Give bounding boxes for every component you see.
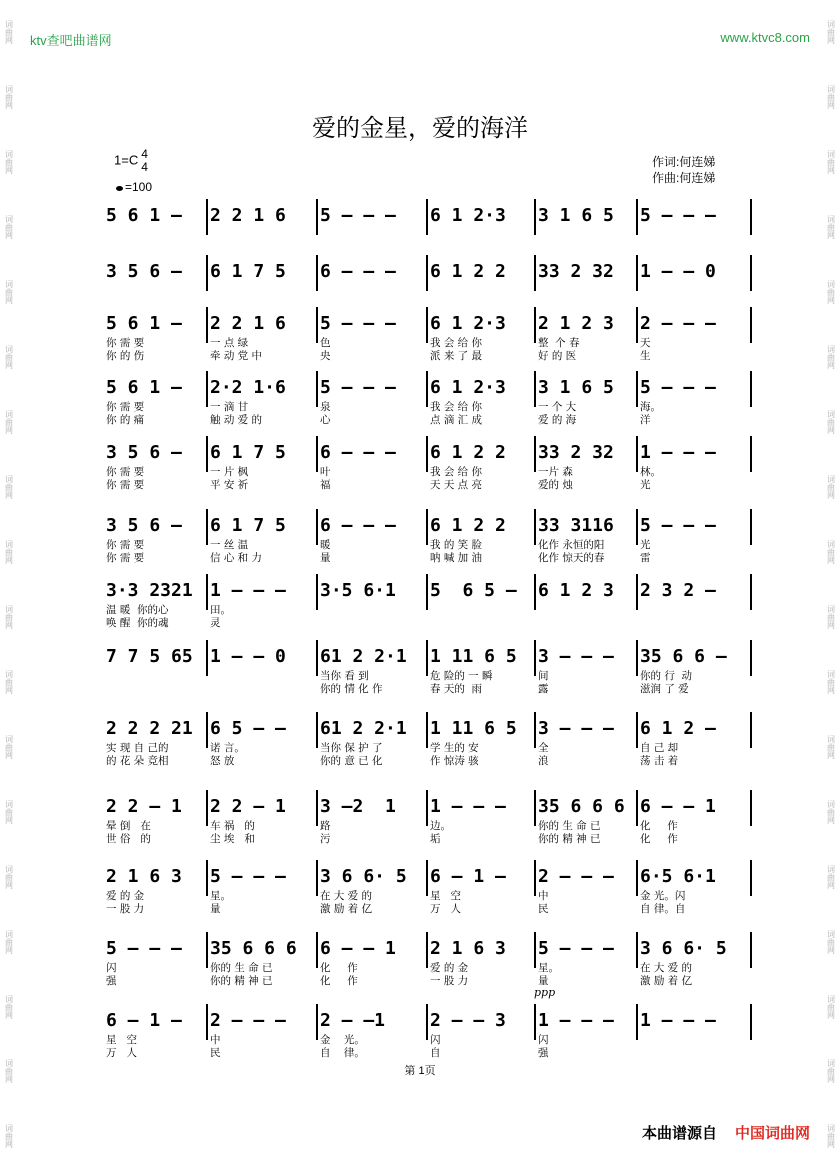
lyric-segment: 一 丝 温 (210, 539, 249, 551)
lyric-segment: 你的 精 神 已 (210, 975, 273, 987)
measure: 2 2 2 21 (106, 718, 193, 739)
site-header-right[interactable]: www.ktvc8.com (720, 30, 810, 45)
measure: 5 – – – (640, 377, 716, 398)
measure: 5 6 1 – (106, 377, 182, 398)
measure: 6 – 1 – (430, 866, 506, 887)
lyric-segment: 生 (640, 350, 651, 362)
measure: 3·3 2321 (106, 580, 193, 601)
lyricist-credit: 作词:何连娣 (652, 155, 716, 169)
bar-line (750, 199, 752, 235)
lyric-line (106, 399, 754, 412)
measure: 5 – – – (106, 938, 182, 959)
lyric-segment: 量 (538, 975, 549, 987)
score-row (106, 938, 754, 986)
measure: 5 – – – (320, 377, 396, 398)
measure: 5 – – – (210, 866, 286, 887)
bar-line (636, 199, 638, 235)
measure: 2 1 6 3 (106, 866, 182, 887)
measure: 1 – – – (640, 1010, 716, 1031)
melody-line (106, 1010, 754, 1032)
measure: 1 – – – (640, 442, 716, 463)
lyric-segment: 全 (538, 742, 549, 754)
measure: 1 – – – (430, 796, 506, 817)
lyric-segment: 激 励 着 亿 (640, 975, 693, 987)
melody-line (106, 718, 754, 740)
lyric-segment: 民 (538, 903, 549, 915)
lyric-segment: 你的 意 已 化 (320, 755, 383, 767)
lyric-line (106, 1032, 754, 1045)
measure: 2 – – – (640, 313, 716, 334)
lyric-line (106, 973, 754, 986)
lyric-line (106, 901, 754, 914)
measure: 6 5 – – (210, 718, 286, 739)
bar-line (206, 255, 208, 291)
lyric-segment: 你 需 要 (106, 539, 145, 551)
lyric-segment: 整 个 春 (538, 337, 580, 349)
lyric-segment: 天 (640, 337, 651, 349)
score-row (106, 646, 754, 694)
lyric-segment: 呐 喊 加 油 (430, 552, 483, 564)
lyric-segment: 我 会 给 你 (430, 466, 483, 478)
measure: 5 – – – (320, 313, 396, 334)
lyric-segment: 叶 (320, 466, 331, 478)
melody-line (106, 580, 754, 602)
measure: 6 1 2 2 (430, 261, 506, 282)
lyric-segment: 爱的 烛 (538, 479, 573, 491)
lyric-segment: 牵 动 党 中 (210, 350, 263, 362)
lyric-segment: 海。 (640, 401, 661, 413)
measure: 7 7 5 65 (106, 646, 193, 667)
measure: 6 1 7 5 (210, 442, 286, 463)
measure: 6 – – – (320, 515, 396, 536)
key-signature (114, 148, 148, 174)
measure: 6 1 7 5 (210, 515, 286, 536)
site-header-left[interactable]: ktv查吧曲谱网 (30, 33, 112, 48)
measure: 6·5 6·1 (640, 866, 716, 887)
page-number: 第 1页 (404, 1065, 436, 1077)
lyric-line (106, 477, 754, 490)
melody-line (106, 313, 754, 335)
measure: 6 1 2·3 (430, 205, 506, 226)
lyric-segment: 自 律。 (320, 1047, 365, 1059)
lyric-segment: 一 片 枫 (210, 466, 249, 478)
dynamic-mark: ppp (534, 986, 556, 999)
song-title: 爱的金星，爱的海洋 (312, 114, 528, 142)
measure: 1 – – – (210, 580, 286, 601)
measure: 33 2 32 (538, 261, 614, 282)
score-row (106, 866, 754, 914)
measure: 33 2 32 (538, 442, 614, 463)
lyric-segment: 你的 行 动 (640, 670, 693, 682)
lyric-segment: 量 (210, 903, 221, 915)
footer-source: 本曲谱源自 中国词曲网 (641, 1125, 810, 1142)
lyric-segment: 暖 (320, 539, 331, 551)
lyric-segment: 雷 (640, 552, 651, 564)
lyric-segment: 派 来 了 最 (430, 350, 483, 362)
lyric-segment: 化作 惊天的春 (538, 552, 605, 564)
lyric-segment: 化 作 (640, 820, 678, 832)
melody-line (106, 646, 754, 668)
lyric-segment: 你 需 要 (106, 479, 145, 491)
lyric-segment: 怒 放 (210, 755, 235, 767)
measure: 2 – – – (210, 1010, 286, 1031)
composer-credit: 作曲:何连娣 (652, 171, 716, 185)
lyric-segment: 的 花 朵 竞相 (106, 755, 169, 767)
measure: 6 1 2 2 (430, 515, 506, 536)
lyric-segment: 天 天 点 亮 (430, 479, 483, 491)
right-watermark-strip: 词曲网 词曲网 词曲网 词曲网 词曲网 词曲网 词曲网 词曲网 词曲网 词曲网 词曲网 词曲网 词曲网 词曲网 词曲网 词曲网 词曲网 词曲网 (826, 20, 836, 1149)
lyric-segment: 触 动 爱 的 (210, 414, 263, 426)
lyric-segment: 我 会 给 你 (430, 401, 483, 413)
time-signature: 4 4 (141, 147, 148, 174)
lyric-segment: 浪 (538, 755, 549, 767)
lyric-segment: 星 空 (106, 1034, 138, 1046)
measure: 2 1 2 3 (538, 313, 614, 334)
lyric-line (106, 668, 754, 681)
measure: 33 3116 (538, 515, 614, 536)
measure: 2 2 1 6 (210, 313, 286, 334)
lyric-segment: 激 励 着 亿 (320, 903, 373, 915)
measure: 6 1 2 2 (430, 442, 506, 463)
measure: 6 1 2 3 (538, 580, 614, 601)
measure: 6 – – 1 (320, 938, 396, 959)
lyric-segment: 世 俗 的 (106, 833, 151, 845)
lyric-segment: 平 安 祈 (210, 479, 249, 491)
lyric-segment: 间 (538, 670, 549, 682)
lyric-segment: 金 光。 (320, 1034, 365, 1046)
measure: 3 1 6 5 (538, 377, 614, 398)
bar-line (316, 199, 318, 235)
lyric-line (106, 602, 754, 615)
measure: 3 – – – (538, 718, 614, 739)
melody-line (106, 442, 754, 464)
measure: 5 6 5 – (430, 580, 517, 601)
score-row (106, 261, 754, 283)
lyric-segment: 我 的 笑 脸 (430, 539, 483, 551)
lyric-segment: 化 作 (320, 962, 358, 974)
lyric-segment: 央 (320, 350, 331, 362)
measure: 3·5 6·1 (320, 580, 396, 601)
score-row (106, 580, 754, 628)
lyric-segment: 闪 (430, 1034, 441, 1046)
lyric-line (106, 550, 754, 563)
lyric-segment: 一 股 力 (430, 975, 469, 987)
measure: 1 11 6 5 (430, 718, 517, 739)
lyric-line (106, 335, 754, 348)
lyric-segment: 你 需 要 (106, 552, 145, 564)
lyric-segment: 污 (320, 833, 331, 845)
measure: 35 6 6 6 (210, 938, 297, 959)
lyric-segment: 我 会 给 你 (430, 337, 483, 349)
measure: 3 – – – (538, 646, 614, 667)
melody-line (106, 205, 754, 227)
measure: 2·2 1·6 (210, 377, 286, 398)
lyric-segment: 田。 (210, 604, 231, 616)
lyric-segment: 好 的 医 (538, 350, 577, 362)
bar-line (426, 199, 428, 235)
lyric-segment: 你的 生 命 已 (538, 820, 601, 832)
lyric-segment: 你的 精 神 已 (538, 833, 601, 845)
lyric-segment: 实 现 自 己的 (106, 742, 169, 754)
measure: 61 2 2·1 (320, 646, 407, 667)
bar-line (534, 199, 536, 235)
lyric-segment: 闪 (538, 1034, 549, 1046)
measure: 3 6 6· 5 (640, 938, 727, 959)
score-row (106, 515, 754, 563)
bar-line (636, 255, 638, 291)
lyric-segment: 一 股 力 (106, 903, 145, 915)
lyric-segment: 万 人 (106, 1047, 138, 1059)
lyric-line (106, 348, 754, 361)
measure: 6 1 2·3 (430, 377, 506, 398)
measure: 2 2 – 1 (210, 796, 286, 817)
lyric-segment: 诺 言。 (210, 742, 245, 754)
lyric-segment: 爱 的 海 (538, 414, 577, 426)
measure: 5 – – – (538, 938, 614, 959)
lyric-segment: 自 (430, 1047, 441, 1059)
lyric-segment: 化 作 (320, 975, 358, 987)
lyric-segment: 星。 (210, 890, 231, 902)
lyric-segment: 洋 (640, 414, 651, 426)
lyric-segment: 你的 情 化 作 (320, 683, 383, 695)
melody-line (106, 515, 754, 537)
measure: 6 – – 1 (640, 796, 716, 817)
lyric-segment: 在 大 爱 的 (640, 962, 693, 974)
lyric-segment: 荡 击 着 (640, 755, 679, 767)
bar-line (206, 199, 208, 235)
lyric-segment: 路 (320, 820, 331, 832)
lyric-segment: 化作 永恒的阳 (538, 539, 605, 551)
measure: 2 – – – (538, 866, 614, 887)
measure: 1 11 6 5 (430, 646, 517, 667)
measure: 3 5 6 – (106, 261, 182, 282)
lyric-segment: 滋润 了 爱 (640, 683, 689, 695)
lyric-segment: 光 (640, 539, 651, 551)
lyric-segment: 你 需 要 (106, 337, 145, 349)
score-row (106, 377, 754, 425)
left-watermark-strip: 词曲网 词曲网 词曲网 词曲网 词曲网 词曲网 词曲网 词曲网 词曲网 词曲网 词曲网 词曲网 词曲网 词曲网 词曲网 词曲网 词曲网 词曲网 (4, 20, 14, 1149)
lyric-segment: 危 险的 一 瞬 (430, 670, 493, 682)
lyric-segment: 点 滴 汇 成 (430, 414, 483, 426)
lyric-segment: 你的 生 命 已 (210, 962, 273, 974)
measure: 5 – – – (320, 205, 396, 226)
lyric-segment: 车 祸 的 (210, 820, 255, 832)
measure: 6 1 7 5 (210, 261, 286, 282)
score-row (106, 1010, 754, 1058)
lyric-segment: 自 己 却 (640, 742, 679, 754)
lyric-segment: 万 人 (430, 903, 462, 915)
lyric-segment: 垢 (430, 833, 441, 845)
bar-line (316, 255, 318, 291)
lyric-segment: 尘 埃 和 (210, 833, 255, 845)
lyric-line (106, 464, 754, 477)
score-row (106, 718, 754, 766)
lyric-line (106, 681, 754, 694)
lyric-segment: 一 滴 甘 (210, 401, 249, 413)
lyric-segment: 一 点 绿 (210, 337, 249, 349)
measure: 6 1 2·3 (430, 313, 506, 334)
lyric-segment: 灵 (210, 617, 221, 629)
tempo-marking: =100 (116, 180, 152, 194)
measure: 35 6 6 6 (538, 796, 625, 817)
measure: 6 – – – (320, 442, 396, 463)
lyric-segment: 爱 的 金 (430, 962, 469, 974)
measure: 3 5 6 – (106, 515, 182, 536)
lyric-segment: 心 (320, 414, 331, 426)
measure: 6 – – – (320, 261, 396, 282)
melody-line (106, 796, 754, 818)
lyric-segment: 星。 (538, 962, 559, 974)
lyric-line (106, 1045, 754, 1058)
lyric-segment: 光 (640, 479, 651, 491)
lyric-segment: 化 作 (640, 833, 678, 845)
lyric-segment: 林。 (640, 466, 661, 478)
lyric-segment: 温 暖 你的心 (106, 604, 169, 616)
lyric-line (106, 831, 754, 844)
key-tonic: 1=C (114, 152, 139, 168)
lyric-segment: 唤 醒 你的魂 (106, 617, 169, 629)
lyric-segment: 星 空 (430, 890, 462, 902)
measure: 35 6 6 – (640, 646, 727, 667)
lyric-segment: 在 大 爱 的 (320, 890, 373, 902)
lyric-segment: 福 (320, 479, 331, 491)
melody-line (106, 938, 754, 960)
melody-line (106, 261, 754, 283)
lyric-segment: 当你 保 护 了 (320, 742, 383, 754)
lyric-segment: 你 的 伤 (106, 350, 145, 362)
lyric-segment: 露 (538, 683, 549, 695)
measure: 6 – 1 – (106, 1010, 182, 1031)
lyric-segment: 信 心 和 力 (210, 552, 263, 564)
lyric-segment: 当你 看 到 (320, 670, 369, 682)
measure: 2 – –1 (320, 1010, 386, 1031)
measure: 5 6 1 – (106, 313, 182, 334)
quarter-note-icon (116, 186, 123, 191)
measure: 2 2 – 1 (106, 796, 182, 817)
bar-line (426, 255, 428, 291)
measure: 1 – – – (538, 1010, 614, 1031)
lyric-line (106, 753, 754, 766)
lyric-segment: 强 (538, 1047, 549, 1059)
lyric-segment: 晕 倒 在 (106, 820, 151, 832)
measure: 5 – – – (640, 205, 716, 226)
lyric-line (106, 888, 754, 901)
lyric-segment: 你 的 痛 (106, 414, 145, 426)
lyric-segment: 量 (320, 552, 331, 564)
score-row (106, 205, 754, 227)
score-row (106, 796, 754, 844)
lyric-line (106, 537, 754, 550)
melody-line (106, 866, 754, 888)
measure: 1 – – 0 (640, 261, 716, 282)
lyric-segment: 一 个 大 (538, 401, 577, 413)
bar-line (750, 255, 752, 291)
measure: 3 1 6 5 (538, 205, 614, 226)
lyric-segment: 强 (106, 975, 117, 987)
lyric-segment: 作 惊涛 骇 (430, 755, 479, 767)
measure: 5 – – – (640, 515, 716, 536)
measure: 1 – – 0 (210, 646, 286, 667)
measure: 3 –2 1 (320, 796, 396, 817)
measure: 5 6 1 – (106, 205, 182, 226)
lyric-segment: 一片 森 (538, 466, 573, 478)
lyric-line (106, 818, 754, 831)
lyric-line (106, 412, 754, 425)
measure: 2 2 1 6 (210, 205, 286, 226)
lyric-segment: 金 光。闪 (640, 890, 686, 902)
lyric-segment: 你 需 要 (106, 466, 145, 478)
lyric-segment: 色 (320, 337, 331, 349)
melody-line (106, 377, 754, 399)
lyric-line (106, 960, 754, 973)
lyric-segment: 泉 (320, 401, 331, 413)
footer-site-link[interactable]: 中国词曲网 (734, 1125, 810, 1142)
lyric-line (106, 615, 754, 628)
lyric-segment: 民 (210, 1047, 221, 1059)
measure: 6 1 2 – (640, 718, 716, 739)
lyric-segment: 中 (210, 1034, 221, 1046)
bar-line (534, 255, 536, 291)
score-row (106, 442, 754, 490)
measure: 2 1 6 3 (430, 938, 506, 959)
measure: 3 6 6· 5 (320, 866, 407, 887)
lyric-segment: 中 (538, 890, 549, 902)
measure: 2 3 2 – (640, 580, 716, 601)
lyric-segment: 你 需 要 (106, 401, 145, 413)
measure: 3 5 6 – (106, 442, 182, 463)
lyric-segment: 边。 (430, 820, 451, 832)
lyric-segment: 春 天的 雨 (430, 683, 483, 695)
lyric-segment: 闪 (106, 962, 117, 974)
lyric-segment: 学 生的 安 (430, 742, 479, 754)
lyric-segment: 自 律。自 (640, 903, 686, 915)
score-row (106, 313, 754, 361)
measure: 61 2 2·1 (320, 718, 407, 739)
measure: 2 – – 3 (430, 1010, 506, 1031)
lyric-line (106, 740, 754, 753)
lyric-segment: 爱 的 金 (106, 890, 145, 902)
